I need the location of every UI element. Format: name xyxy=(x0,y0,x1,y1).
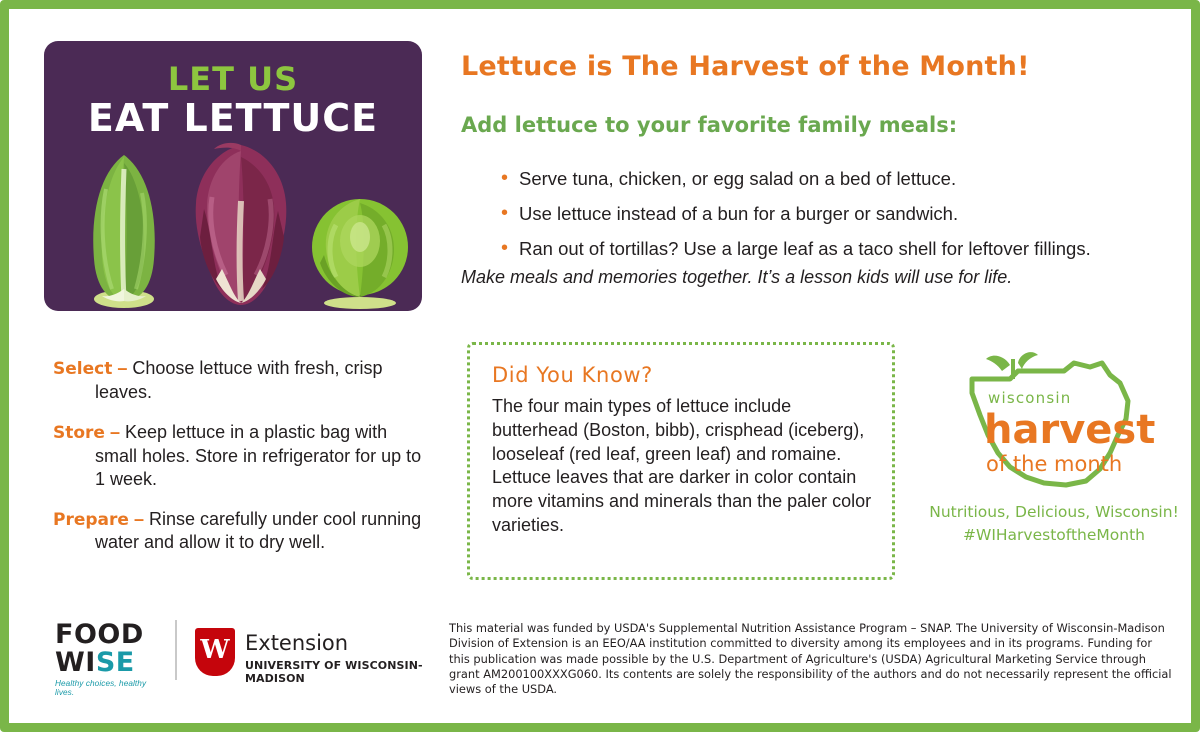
hero-card xyxy=(44,41,422,311)
foodwise-wi-text: WI xyxy=(55,646,96,678)
tip-label: Store xyxy=(53,422,105,443)
butterhead-lettuce-photo xyxy=(310,181,410,309)
extension-title: Extension xyxy=(245,631,349,655)
subheading: Add lettuce to your favorite family meals: xyxy=(461,113,958,137)
tip-text: Keep lettuce in a plastic bag with small holes. Store in refrigerator for up to 1 week. xyxy=(95,421,422,489)
did-you-know-body: The four main types of lettuce include butterhead (Boston, bibb), crisphead (iceberg), looseleaf (red leaf, green leaf) and romaine. Lettuce leaves that are darker in color contain more vitamins and minerals than the paler color varieties. xyxy=(492,396,872,535)
tagline-text: Make meals and memories together. It’s a lesson kids will use for life. xyxy=(461,267,1013,287)
tip-store xyxy=(53,421,425,491)
foodwise-line2 xyxy=(55,646,163,678)
did-you-know-box xyxy=(467,342,895,580)
tip-dash: – xyxy=(109,421,120,442)
harvest-tagline xyxy=(914,501,1194,548)
tip-label: Prepare xyxy=(53,509,129,530)
harvest-tagline-line2: #WIHarvestoftheMonth xyxy=(963,526,1145,545)
wisconsin-state-outline-icon xyxy=(914,349,1189,509)
foodwise-se-text: SE xyxy=(95,646,135,678)
foodwise-food-text: FOOD xyxy=(55,619,144,650)
red-leaf-lettuce-photo xyxy=(182,141,300,309)
meal-ideas-list xyxy=(461,167,1173,272)
uw-crest-icon: W xyxy=(195,628,235,676)
svg-text:harvest: harvest xyxy=(984,407,1156,453)
list-item: • Use lettuce instead of a bun for a burger or sandwich. xyxy=(501,202,1173,225)
hero-title-line2: EAT LETTUCE xyxy=(87,96,379,140)
tip-text: Choose lettuce with fresh, crisp leaves. xyxy=(95,358,383,402)
handling-tips xyxy=(53,357,425,571)
funding-disclaimer: This material was funded by USDA's Supplemental Nutrition Assistance Program – SNAP. The University of Wisconsin-Madison Division of Extension is an EEO/AA institution committed to diversity among its employees and in its programs. Funding for this publication was made possible by the U.S. Department of Agriculture's (USDA) Agricultural Marketing Service through grant AM200100XXXG060. Its contents are solely the responsibility of the authors and do not necessarily represent the official views of the USDA. xyxy=(449,621,1172,697)
foodwise-line1 xyxy=(55,621,163,649)
extension-subtitle: UNIVERSITY OF WISCONSIN-MADISON xyxy=(245,659,423,685)
did-you-know-title: Did You Know? xyxy=(492,363,653,387)
hero-title xyxy=(44,41,422,140)
foodwise-logo xyxy=(55,621,163,697)
harvest-tagline-line1: Nutritious, Delicious, Wisconsin! xyxy=(929,503,1179,521)
svg-text:of the month: of the month xyxy=(986,452,1123,476)
svg-text:wisconsin: wisconsin xyxy=(988,389,1072,407)
hero-title-line1: LET US xyxy=(167,60,299,98)
list-item: • Ran out of tortillas? Use a large leaf as a taco shell for leftover fillings. xyxy=(501,237,1173,260)
tip-dash: – xyxy=(133,508,144,529)
lettuce-photo-row xyxy=(44,136,422,311)
page-title: Lettuce is The Harvest of the Month! xyxy=(461,51,1030,82)
tip-label: Select xyxy=(53,359,113,379)
romaine-lettuce-photo xyxy=(72,149,176,309)
tip-dash: – xyxy=(117,358,128,378)
foodwise-tagline: Healthy choices, healthy lives. xyxy=(55,679,147,698)
list-item: • Serve tuna, chicken, or egg salad on a bed of lettuce. xyxy=(501,167,1173,190)
logo-divider xyxy=(175,620,177,680)
tip-text: Rinse carefully under cool running water and allow it to dry well. xyxy=(95,508,422,553)
tip-select xyxy=(53,357,425,404)
tip-prepare xyxy=(53,508,425,555)
